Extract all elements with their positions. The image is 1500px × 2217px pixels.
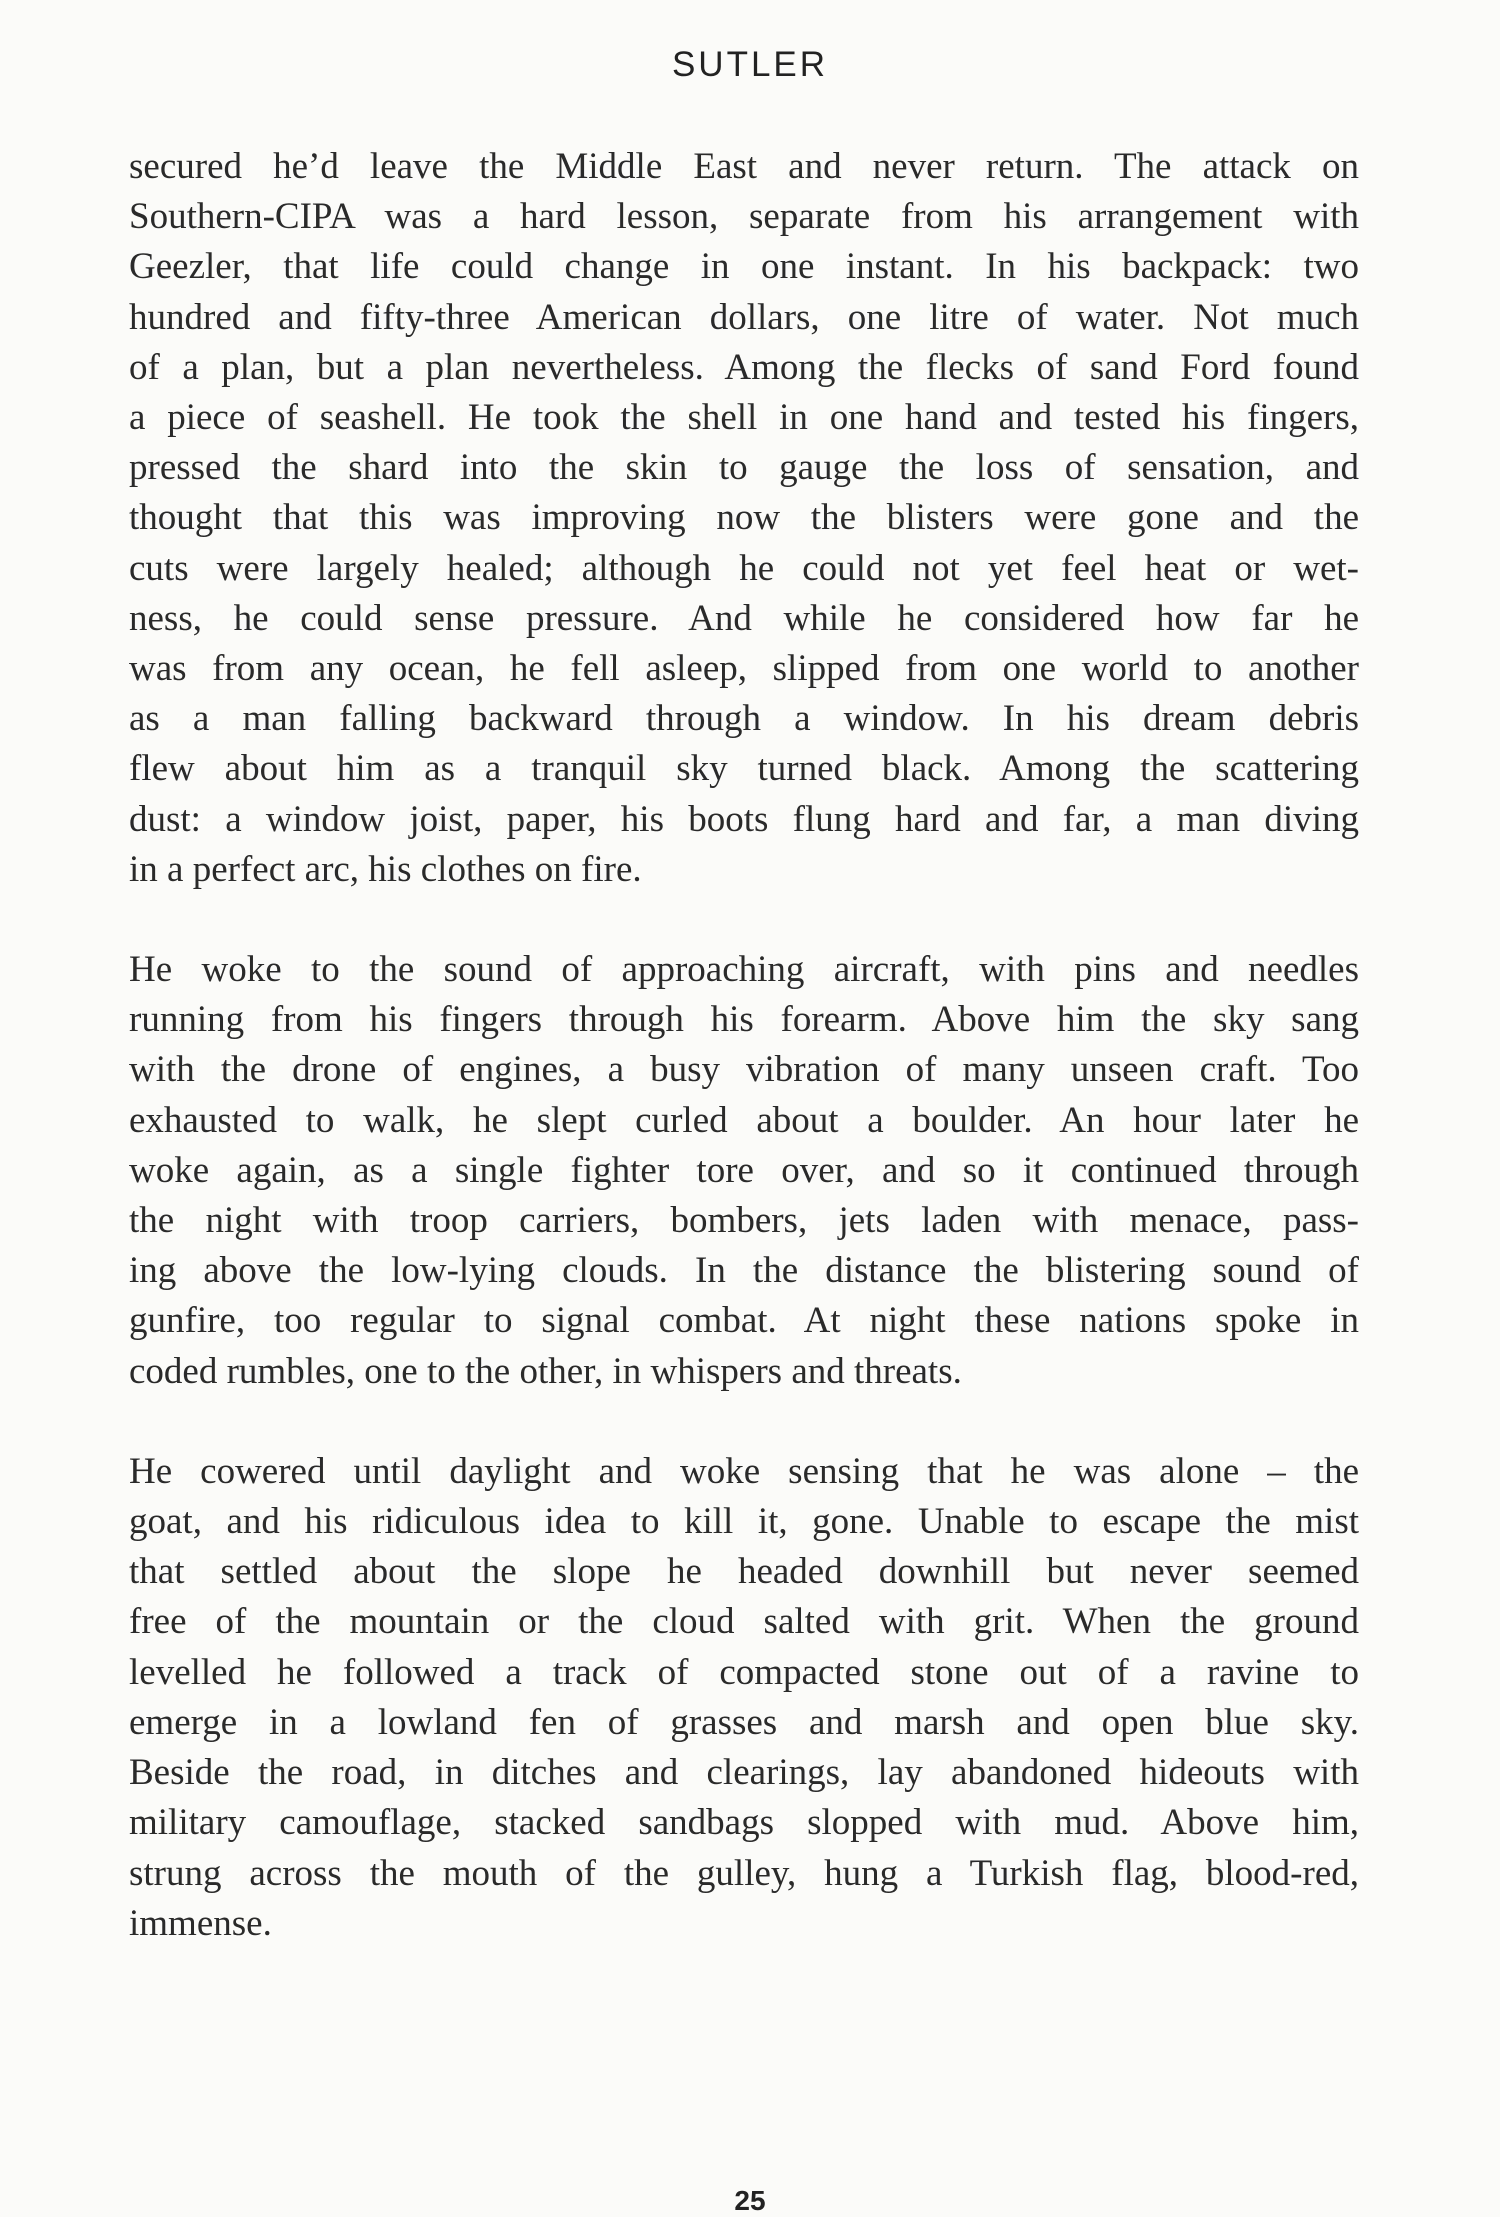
text-line: was from any ocean, he fell asleep, slipped from one world to another (129, 648, 1359, 690)
text-line: a piece of seashell. He took the shell in one hand and tested his fingers, (129, 397, 1359, 439)
text-line: ing above the low-lying clouds. In the distance the blistering sound of (129, 1250, 1359, 1292)
text-line: He cowered until daylight and woke sensing that he was alone – the (129, 1450, 1359, 1492)
text-line: ness, he could sense pressure. And while he considered how far he (129, 597, 1359, 639)
running-head: SUTLER (671, 45, 829, 84)
text-line: thought that this was improving now the blisters were gone and the (129, 497, 1359, 539)
text-line: Southern-CIPA was a hard lesson, separate from his arrangement with (129, 196, 1359, 238)
text-line: woke again, as a single fighter tore over, and so it continued through (129, 1149, 1359, 1191)
page-body (129, 142, 1359, 1949)
text-line: emerge in a lowland fen of grasses and marsh and open blue sky. (129, 1701, 1359, 1743)
text-line: coded rumbles, one to the other, in whispers and threats. (129, 1350, 962, 1392)
text-line: flew about him as a tranquil sky turned black. Among the scattering (129, 748, 1359, 790)
text-line: goat, and his ridiculous idea to kill it, gone. Unable to escape the mist (129, 1501, 1359, 1543)
text-line: He woke to the sound of approaching aircraft, with pins and needles (129, 949, 1359, 991)
text-line: hundred and fifty-three American dollars, one litre of water. Not much (129, 296, 1359, 338)
text-line: Beside the road, in ditches and clearings, lay abandoned hideouts with (129, 1752, 1359, 1794)
paragraph (129, 142, 1359, 895)
text-line: the night with troop carriers, bombers, jets laden with menace, pass- (129, 1200, 1359, 1242)
text-line: Geezler, that life could change in one instant. In his backpack: two (129, 246, 1359, 288)
paragraph (129, 945, 1359, 1397)
text-line: strung across the mouth of the gulley, hung a Turkish flag, blood-red, (129, 1852, 1359, 1894)
page-number: 25 (734, 2185, 766, 2216)
text-line: with the drone of engines, a busy vibration of many unseen craft. Too (129, 1049, 1359, 1091)
paragraph (129, 1447, 1359, 1949)
text-line: secured he’d leave the Middle East and never return. The attack on (129, 146, 1359, 187)
text-line: dust: a window joist, paper, his boots flung hard and far, a man diving (129, 798, 1359, 840)
text-line: gunfire, too regular to signal combat. At night these nations spoke in (129, 1300, 1359, 1342)
text-line: as a man falling backward through a window. In his dream debris (129, 698, 1359, 740)
text-line: pressed the shard into the skin to gauge the loss of sensation, and (129, 447, 1359, 489)
text-line: military camouflage, stacked sandbags slopped with mud. Above him, (129, 1802, 1359, 1844)
text-line: levelled he followed a track of compacted stone out of a ravine to (129, 1651, 1359, 1693)
text-line: that settled about the slope he headed downhill but never seemed (129, 1551, 1359, 1593)
text-line: exhausted to walk, he slept curled about a boulder. An hour later he (129, 1099, 1359, 1141)
text-line: cuts were largely healed; although he could not yet feel heat or wet- (129, 547, 1359, 589)
text-line: of a plan, but a plan nevertheless. Among the flecks of sand Ford found (129, 346, 1359, 388)
text-line: immense. (129, 1902, 272, 1944)
text-line: running from his fingers through his forearm. Above him the sky sang (129, 999, 1359, 1041)
text-line: free of the mountain or the cloud salted with grit. When the ground (129, 1601, 1359, 1643)
text-line: in a perfect arc, his clothes on fire. (129, 848, 642, 890)
